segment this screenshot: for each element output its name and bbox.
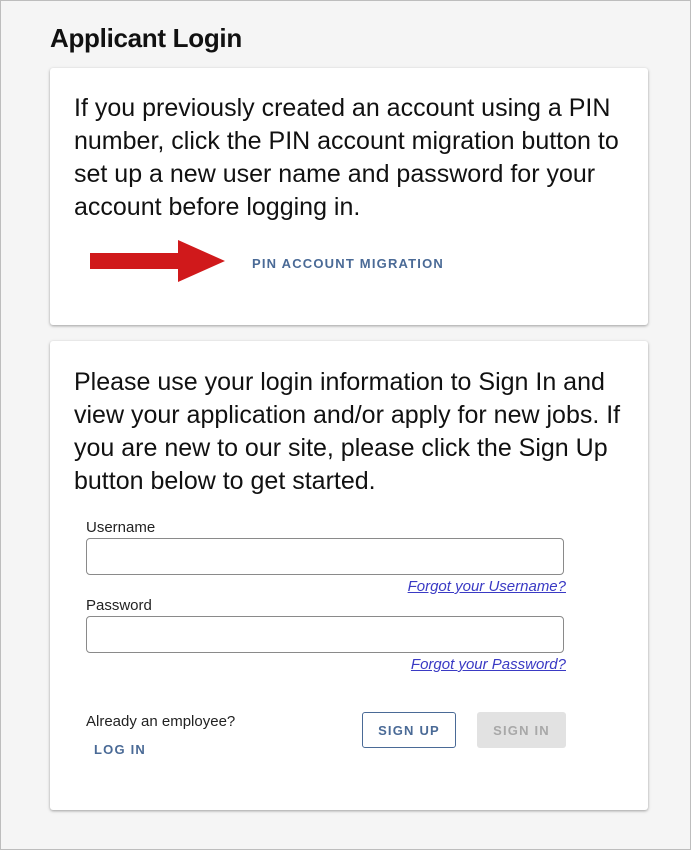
- page-title: Applicant Login: [50, 23, 242, 53]
- login-message: Please use your login information to Sign In and view your application and/or apply for new jobs. If you are new to our site, please click the Sign Up button below to get started.: [74, 368, 621, 495]
- forgot-username-link[interactable]: Forgot your Username?: [407, 578, 566, 595]
- sign-up-button[interactable]: SIGN UP: [362, 712, 456, 748]
- password-label: Password: [86, 597, 152, 614]
- pin-migration-card: [50, 68, 648, 325]
- login-card: [50, 341, 648, 810]
- log-in-link[interactable]: LOG IN: [94, 742, 146, 757]
- username-field[interactable]: [86, 538, 564, 575]
- pin-account-migration-button[interactable]: PIN ACCOUNT MIGRATION: [252, 256, 445, 271]
- pin-migration-message: If you previously created an account using a PIN number, click the PIN account migration button to set up a new user name and password for your account before logging in.: [74, 94, 619, 221]
- password-field[interactable]: [86, 616, 564, 653]
- employee-prompt: Already an employee?: [86, 713, 236, 730]
- forgot-password-link[interactable]: Forgot your Password?: [410, 656, 566, 673]
- sign-in-button[interactable]: SIGN IN: [477, 712, 566, 748]
- username-label: Username: [86, 519, 156, 536]
- red-arrow-icon: [90, 240, 225, 282]
